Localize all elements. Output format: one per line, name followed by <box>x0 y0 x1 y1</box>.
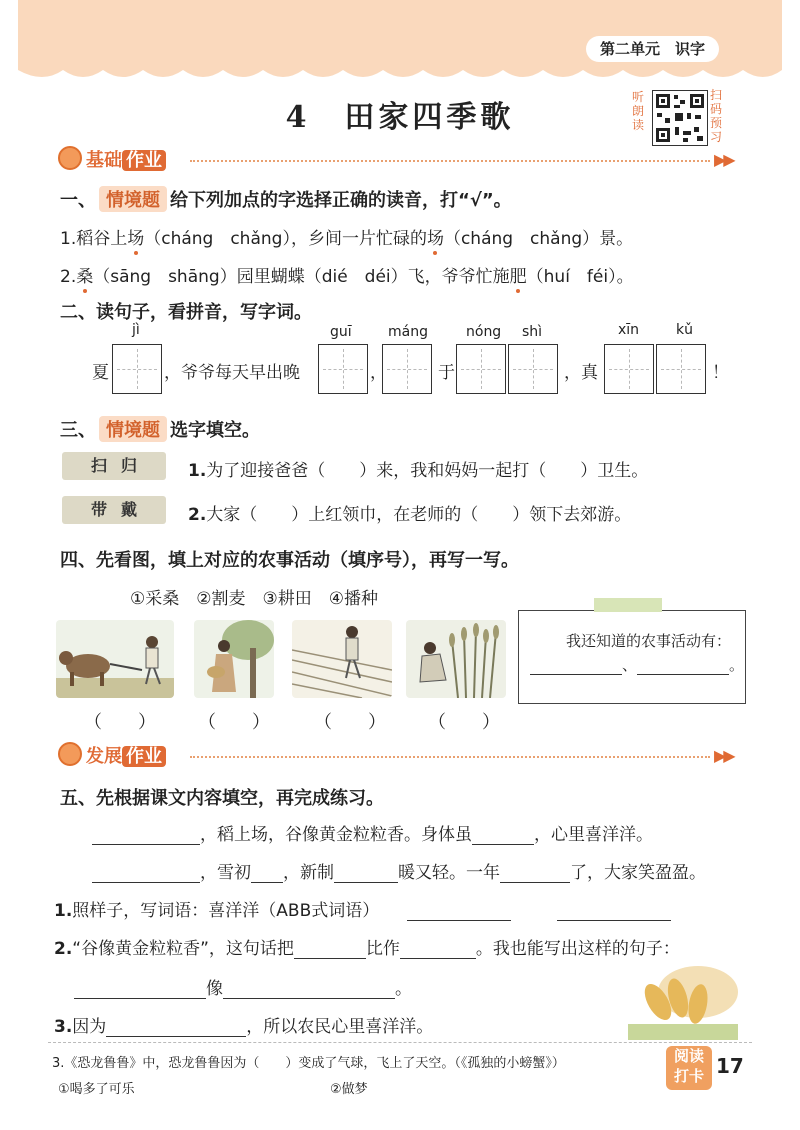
question-1-heading: 一、 情境题 给下列加点的字选择正确的读音，打“√”。 <box>60 186 512 212</box>
scenario-tag: 情境题 <box>99 416 167 442</box>
question-5-item-3[interactable]: 3.因为 ，所以农民心里喜洋洋。 <box>54 1017 434 1037</box>
question-4-heading: 四、先看图，填上对应的农事活动（填序号），再写一写。 <box>60 550 519 571</box>
sentence-fragment: ，真 <box>564 363 598 383</box>
word-choice-dai-dai: 带戴 <box>62 496 166 524</box>
section-basic-title: 基础 作业 <box>86 146 166 172</box>
question-5-heading: 五、先根据课文内容填空，再完成练习。 <box>60 788 384 809</box>
answer-paren-4[interactable]: （ ） <box>428 712 500 733</box>
write-box-mang[interactable] <box>382 344 432 394</box>
plowing-picture <box>56 620 174 698</box>
pinyin-shi: shì <box>522 324 543 340</box>
extra-activities-answer[interactable]: 、 。 <box>530 654 744 675</box>
write-box-nong[interactable] <box>456 344 506 394</box>
harvesting-wheat-picture <box>406 620 506 698</box>
write-box-gui[interactable] <box>318 344 368 394</box>
option-2[interactable]: ②做梦 <box>330 1082 368 1097</box>
answer-paren-1[interactable]: （ ） <box>84 712 156 733</box>
question-3-item-2[interactable]: 2.大家（ ）上红领巾，在老师的（ ）领下去郊游。 <box>188 505 632 525</box>
footer-divider <box>48 1042 752 1043</box>
pinyin-mang: máng <box>388 324 428 340</box>
sentence-fragment: ，爷爷每天早出晚 <box>164 363 300 383</box>
pinyin-gui: guī <box>330 324 352 340</box>
lightbulb-icon <box>58 742 82 766</box>
sentence-fragment: 于 <box>438 363 455 383</box>
pinyin-nong: nóng <box>466 324 502 340</box>
qr-code-icon[interactable] <box>652 90 708 146</box>
sentence-fragment: 夏 <box>92 363 109 383</box>
reading-checkin-badge[interactable]: 阅读 打卡 <box>666 1046 712 1090</box>
scan-preview-label: 扫码预习 <box>710 88 723 144</box>
listen-label: 听朗读 <box>632 90 645 132</box>
double-arrow-icon: ▶▶ <box>714 150 733 169</box>
section-divider <box>190 756 710 758</box>
question-3-item-1[interactable]: 1.为了迎接爸爸（ ）来，我和妈妈一起打（ ）卫生。 <box>188 461 649 481</box>
answer-paren-3[interactable]: （ ） <box>314 712 386 733</box>
write-box-shi[interactable] <box>508 344 558 394</box>
pinyin-ku: kǔ <box>676 322 693 338</box>
unit-label: 第二单元 识字 <box>586 36 719 62</box>
double-arrow-icon: ▶▶ <box>714 746 733 765</box>
lightbulb-icon <box>58 146 82 170</box>
word-choice-sao-gui: 扫归 <box>62 452 166 480</box>
picking-mulberry-picture <box>194 620 274 698</box>
page-number: 17 <box>716 1054 744 1078</box>
write-box-ku[interactable] <box>656 344 706 394</box>
section-develop-title: 发展 作业 <box>86 742 166 768</box>
question-5-item-2-simile[interactable]: 像 。 <box>74 974 412 999</box>
extra-activities-prompt: 我还知道的农事活动有： <box>566 632 732 650</box>
header-wave <box>18 58 782 88</box>
question-5-item-1[interactable]: 1.照样子，写词语：喜洋洋（ABB式词语） <box>54 896 671 921</box>
sentence-fragment: ， <box>370 363 387 383</box>
pinyin-ji: jì <box>132 322 140 338</box>
wheat-illustration <box>628 962 738 1040</box>
tape-decoration <box>594 598 662 612</box>
lesson-title: 4 田家四季歌 <box>285 100 515 135</box>
scenario-tag: 情境题 <box>99 186 167 212</box>
poem-line-1[interactable]: ，稻上场，谷像黄金粒粒香。身体虽 ，心里喜洋洋。 <box>92 820 653 845</box>
question-1-item-2: 2.桑（sāng shāng）园里蝴蝶（dié déi）飞，爷爷忙施肥（huí féi）。 <box>60 267 634 287</box>
farming-options: ①采桑 ②割麦 ③耕田 ④播种 <box>130 589 378 609</box>
sentence-fragment: ！ <box>712 363 729 383</box>
option-1[interactable]: ①喝多了可乐 <box>58 1082 135 1097</box>
question-3-heading: 三、 情境题 选字填空。 <box>60 416 260 442</box>
reading-check-question: 3.《恐龙鲁鲁》中，恐龙鲁鲁因为（ ）变成了气球，飞上了天空。（《孤独的小螃蟹》） <box>52 1056 565 1071</box>
question-1-item-1: 1.稻谷上场（cháng chǎng），乡间一片忙碌的场（cháng chǎng）景。 <box>60 229 634 249</box>
poem-line-2[interactable]: ，雪初 ，新制 暖又轻。一年 了，大家笑盈盈。 <box>92 858 706 883</box>
question-2-heading: 二、读句子，看拼音，写字词。 <box>60 302 312 323</box>
sowing-picture <box>292 620 392 698</box>
answer-paren-2[interactable]: （ ） <box>198 712 270 733</box>
write-box-ji[interactable] <box>112 344 162 394</box>
section-divider <box>190 160 710 162</box>
write-box-xin[interactable] <box>604 344 654 394</box>
pinyin-xin: xīn <box>618 322 640 338</box>
question-5-item-2[interactable]: 2.“谷像黄金粒粒香”，这句话把 比作 。我也能写出这样的句子： <box>54 939 680 959</box>
